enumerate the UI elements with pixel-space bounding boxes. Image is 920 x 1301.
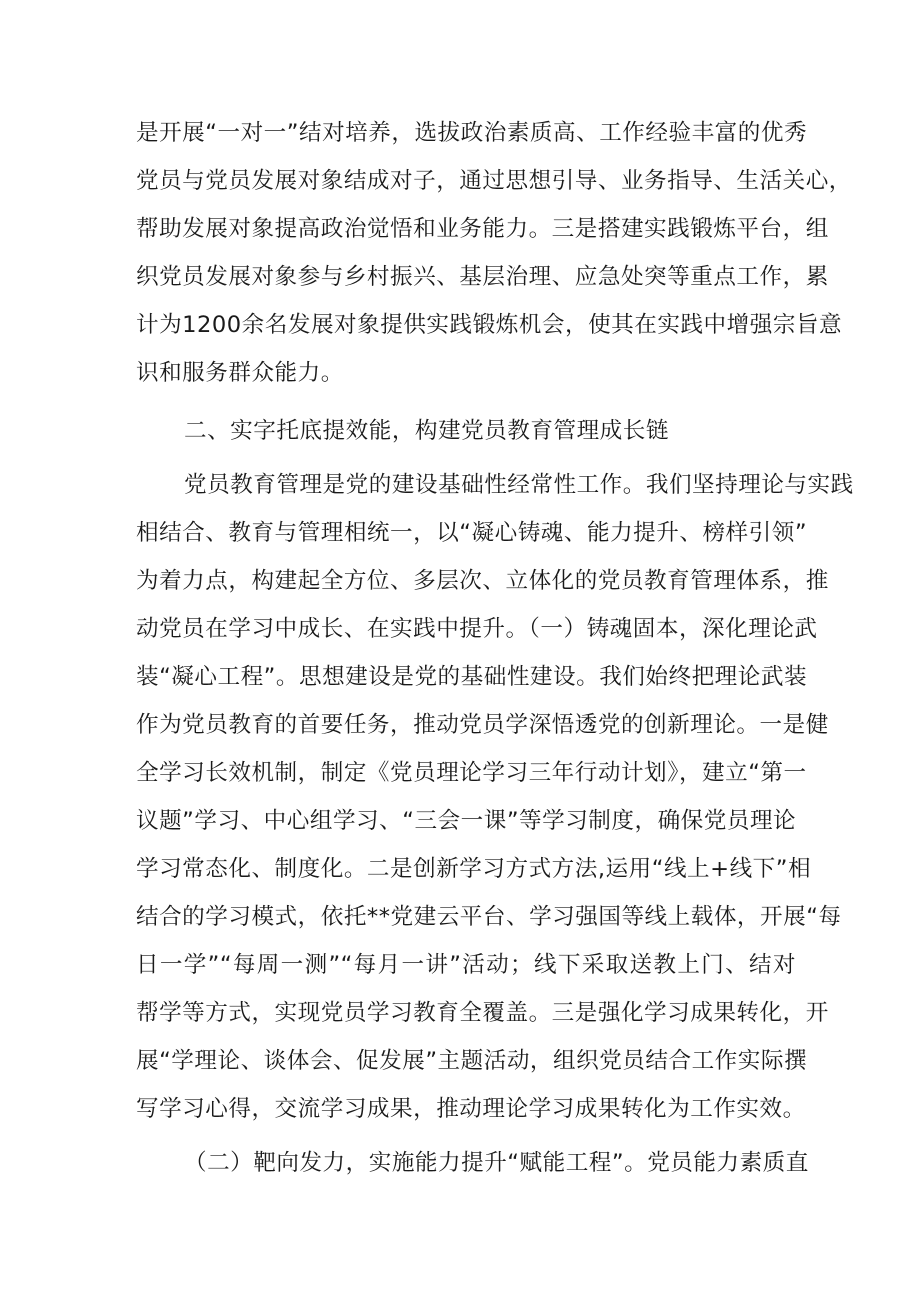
paragraph-last-line: 识和服务群众能力。 <box>136 360 344 386</box>
paragraph-last-line: 写学习心得，交流学习成果，推动理论学习成果转化为工作实效。 <box>136 1096 806 1122</box>
text-line: 是开展“一对一”结对培养，选拔政治素质高、工作经验丰富的优秀 <box>136 120 808 146</box>
paragraph-first-line: 党员教育管理是党的建设基础性经常性工作。我们坚持理论与实践 <box>184 472 854 498</box>
text-line: 全学习长效机制，制定《党员理论学习三年行动计划》，建立“第一 <box>136 760 807 786</box>
text-line: 相结合、教育与管理相统一，以“凝心铸魂、能力提升、榜样引领” <box>136 520 808 546</box>
text-line: 装“凝心工程”。思想建设是党的基础性建设。我们始终把理论武装 <box>136 664 808 690</box>
text-line: 帮助发展对象提高政治觉悟和业务能力。三是搭建实践锻炼平台，组 <box>136 216 829 242</box>
text-line: 帮学等方式，实现党员学习教育全覆盖。三是强化学习成果转化，开 <box>136 1000 829 1026</box>
text-line: 议题”学习、中心组学习、“三会一课”等学习制度，确保党员理论 <box>136 808 797 834</box>
text-line: 作为党员教育的首要任务，推动党员学深悟透党的创新理论。一是健 <box>136 712 829 738</box>
text-line: 党员与党员发展对象结成对子，通过思想引导、业务指导、生活关心， <box>136 168 852 194</box>
text-line: 为着力点，构建起全方位、多层次、立体化的党员教育管理体系，推 <box>136 568 829 594</box>
text-line: 织党员发展对象参与乡村振兴、基层治理、应急处突等重点工作，累 <box>136 264 829 290</box>
text-line: 日一学”“每周一测”“每月一讲”活动；线下采取送教上门、结对 <box>136 952 796 978</box>
text-line: 学习常态化、制度化。二是创新学习方式方法,运用“线上+线下”相 <box>136 856 812 882</box>
text-line: 结合的学习模式，依托**党建云平台、学习强国等线上载体，开展“每 <box>136 904 842 930</box>
paragraph-first-line: （二）靶向发力，实施能力提升“赋能工程”。党员能力素质直 <box>184 1150 809 1176</box>
text-line: 计为1200余名发展对象提供实践锻炼机会，使其在实践中增强宗旨意 <box>136 312 843 338</box>
text-line: 动党员在学习中成长、在实践中提升。（一）铸魂固本，深化理论武 <box>136 616 818 642</box>
section-heading: 二、实字托底提效能，构建党员教育管理成长链 <box>184 418 669 444</box>
text-line: 展“学理论、谈体会、促发展”主题活动，组织党员结合工作实际撰 <box>136 1048 808 1074</box>
